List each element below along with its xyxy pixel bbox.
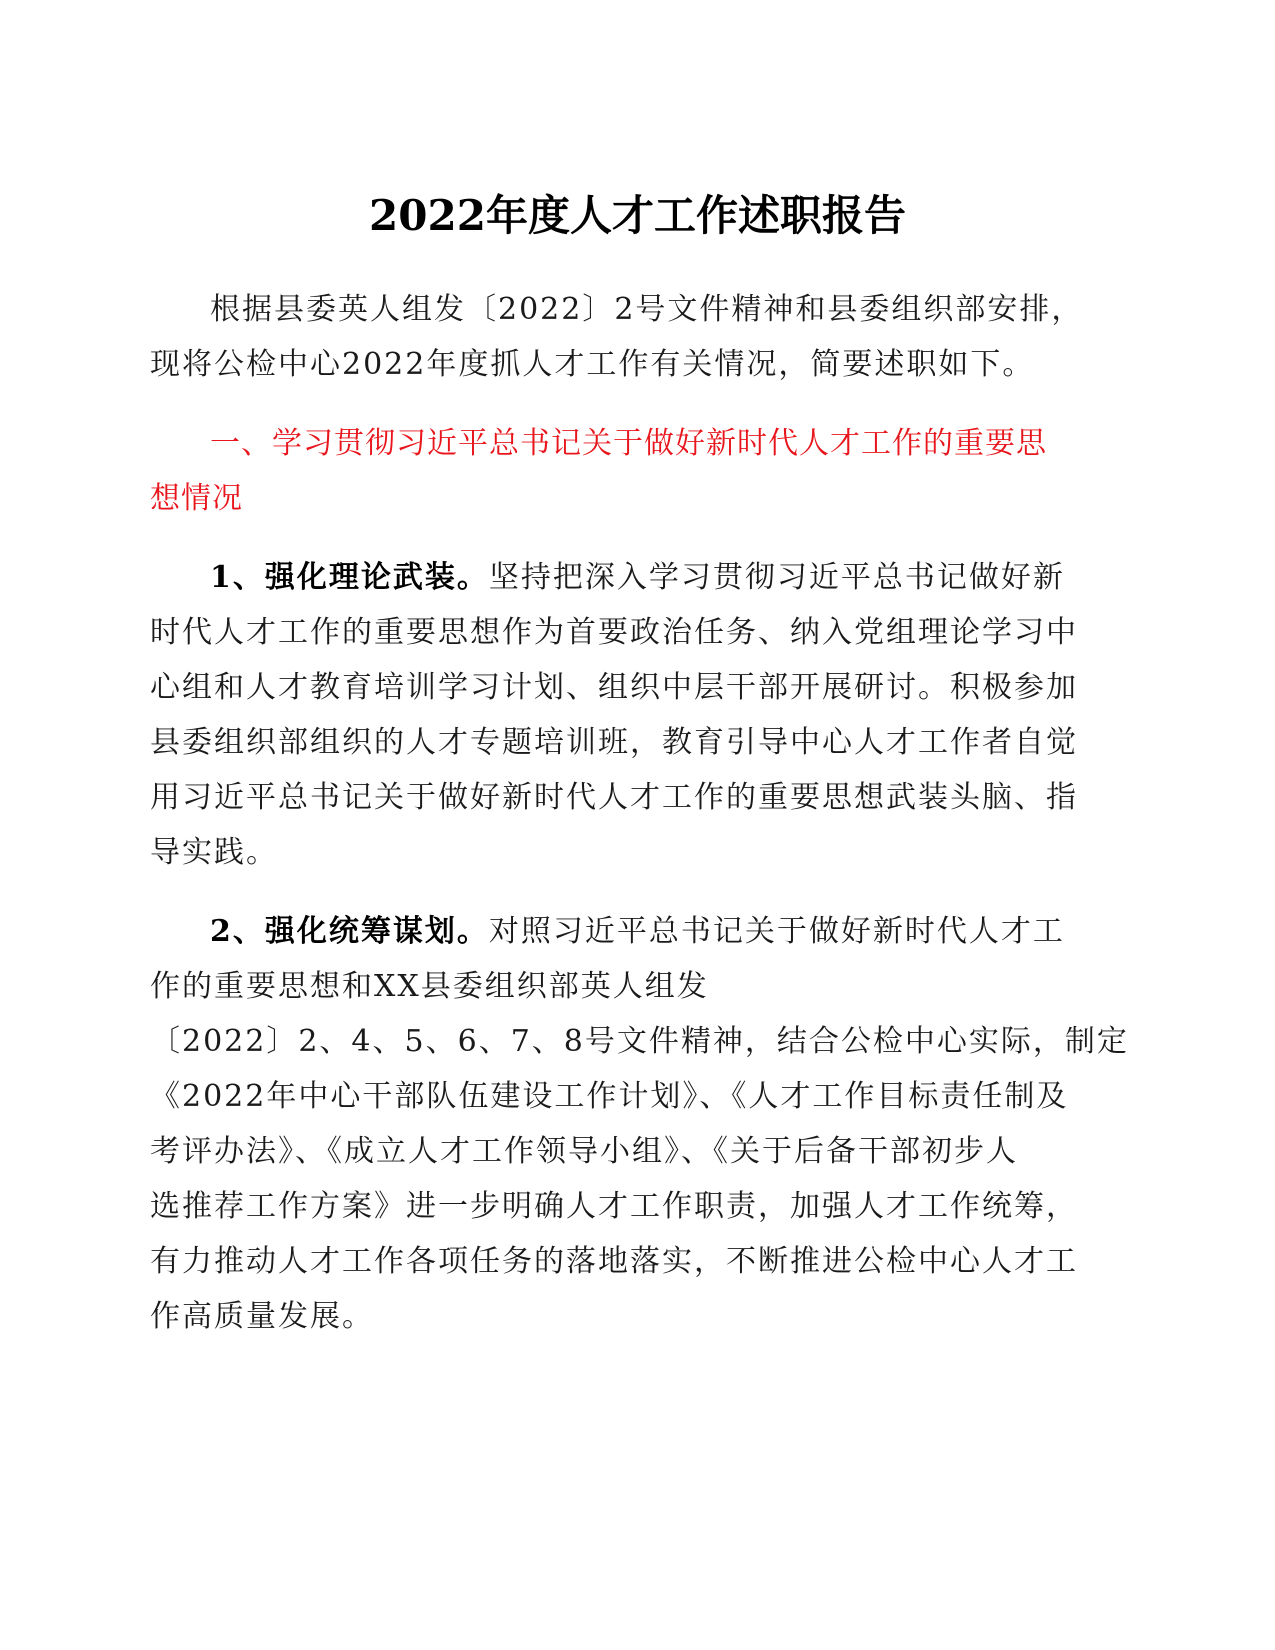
item1-text-1: 坚持把深入学习贯彻习近平总书记做好新 (488, 560, 1065, 595)
item2-line-4: 《2022年中心干部队伍建设工作计划》、《人才工作目标责任制及 (150, 1079, 1069, 1114)
section-heading-line-1: 一、学习贯彻习近平总书记关于做好新时代人才工作的重要思 (210, 426, 1047, 461)
item2-line-3: 〔2022〕2、4、5、6、7、8号文件精神，结合公检中心实际，制定 (150, 1024, 1129, 1059)
item2-line-8: 作高质量发展。 (150, 1299, 374, 1334)
item2-line-2: 作的重要思想和XX县委组织部英人组发 (150, 969, 709, 1004)
item1-line-6: 导实践。 (150, 835, 278, 870)
intro-line-1: 根据县委英人组发〔2022〕2号文件精神和县委组织部安排， (210, 292, 1084, 327)
item2-lead: 2、强化统筹谋划。 (210, 914, 489, 949)
item1-line-4: 县委组织部组织的人才专题培训班，教育引导中心人才工作者自觉 (150, 725, 1078, 760)
item1-line-3: 心组和人才教育培训学习计划、组织中层干部开展研讨。积极参加 (150, 670, 1078, 705)
section-heading-line-2: 想情况 (150, 481, 243, 516)
item1-lead: 1、强化理论武装。 (210, 560, 489, 595)
item1-line-5: 用习近平总书记关于做好新时代人才工作的重要思想武装头脑、指 (150, 780, 1078, 815)
item1-line-1 (210, 558, 1065, 598)
item2-text-1: 对照习近平总书记关于做好新时代人才工 (488, 914, 1065, 949)
document-title: 2022年度人才工作述职报告 (369, 191, 906, 240)
item2-line-7: 有力推动人才工作各项任务的落地落实，不断推进公检中心人才工 (150, 1244, 1078, 1279)
item2-line-1 (210, 912, 1065, 952)
item2-line-6: 选推荐工作方案》进一步明确人才工作职责，加强人才工作统筹， (150, 1189, 1078, 1224)
item2-line-5: 考评办法》、《成立人才工作领导小组》、《关于后备干部初步人 (150, 1134, 1018, 1169)
item1-line-2: 时代人才工作的重要思想作为首要政治任务、纳入党组理论学习中 (150, 615, 1078, 650)
intro-line-2: 现将公检中心2022年度抓人才工作有关情况，简要述职如下。 (150, 347, 1035, 382)
